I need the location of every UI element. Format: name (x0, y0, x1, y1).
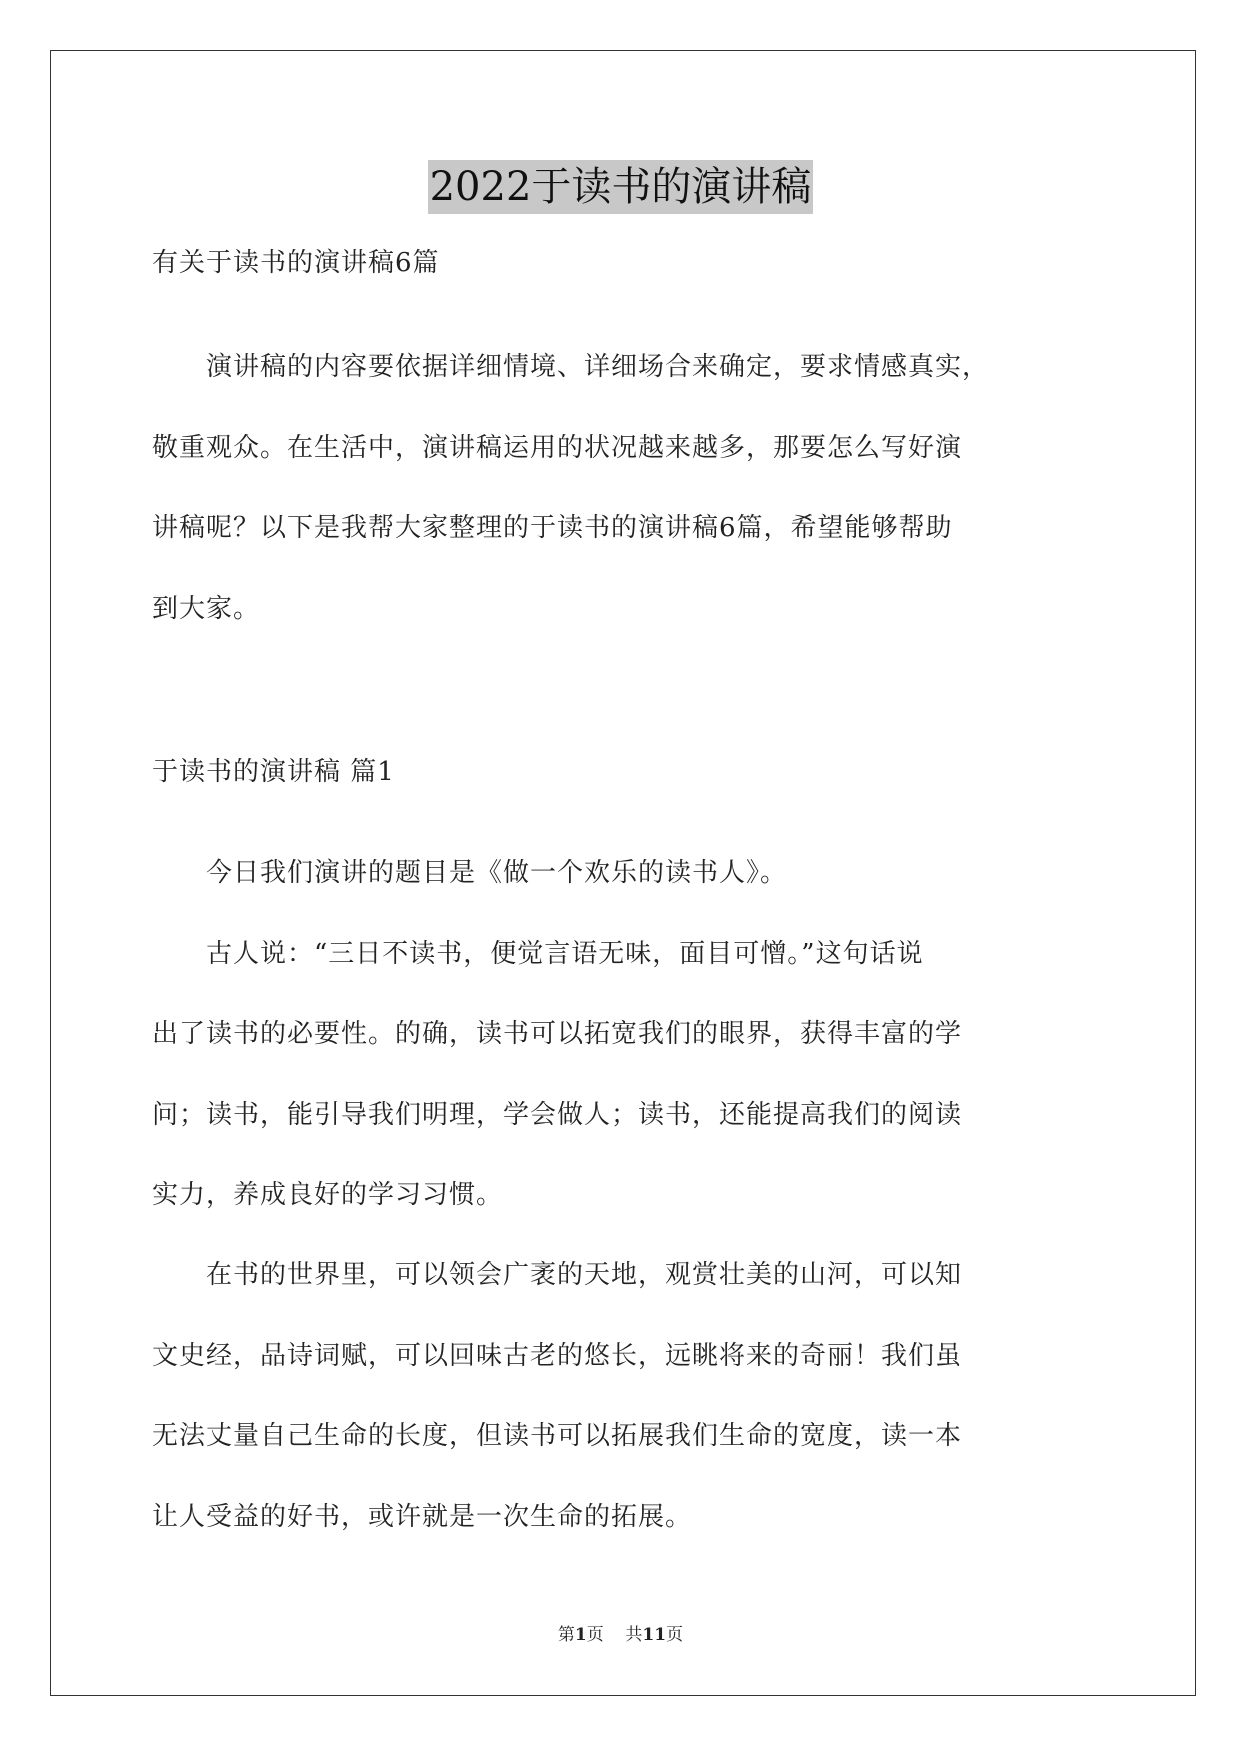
paragraph-line: 演讲稿的内容要依据详细情境、详细场合来确定，要求情感真实， (152, 352, 990, 382)
title-wrap (0, 160, 1241, 214)
paragraph-line: 实力，养成良好的学习习惯。 (152, 1180, 504, 1210)
footer-page-word: 页 (586, 1625, 604, 1645)
subtitle-line: 有关于读书的演讲稿6篇 (152, 248, 440, 278)
footer-prefix: 第 (557, 1625, 575, 1645)
paragraph-line: 问；读书，能引导我们明理，学会做人；读书，还能提高我们的阅读 (152, 1100, 963, 1130)
section-heading: 于读书的演讲稿 篇1 (152, 757, 395, 787)
paragraph-line: 今日我们演讲的题目是《做一个欢乐的读书人》。 (152, 858, 788, 888)
footer-total-suffix: 页 (666, 1625, 684, 1645)
paragraph-line: 无法丈量自己生命的长度，但读书可以拓展我们生命的宽度，读一本 (152, 1421, 963, 1451)
paragraph-line: 文史经，品诗词赋，可以回味古老的悠长，远眺将来的奇丽！我们虽 (152, 1341, 963, 1371)
paragraph-line: 讲稿呢？以下是我帮大家整理的于读书的演讲稿6篇，希望能够帮助 (152, 513, 953, 543)
footer-total-prefix: 共 (625, 1625, 643, 1645)
paragraph-line: 让人受益的好书，或许就是一次生命的拓展。 (152, 1502, 693, 1532)
footer-current-page: 1 (574, 1625, 587, 1645)
document-title: 2022于读书的演讲稿 (428, 160, 814, 214)
paragraph-line: 出了读书的必要性。的确，读书可以拓宽我们的眼界，获得丰富的学 (152, 1019, 963, 1049)
paragraph-line: 到大家。 (152, 594, 261, 624)
paragraph-line: 古人说：“三日不读书，便觉言语无味，面目可憎。”这句话说 (152, 939, 924, 969)
footer-total-pages: 11 (642, 1625, 667, 1645)
paragraph-line: 在书的世界里，可以领会广袤的天地，观赏壮美的山河，可以知 (152, 1260, 963, 1290)
paragraph-line: 敬重观众。在生活中，演讲稿运用的状况越来越多，那要怎么写好演 (152, 433, 963, 463)
page-footer (0, 1623, 1241, 1647)
